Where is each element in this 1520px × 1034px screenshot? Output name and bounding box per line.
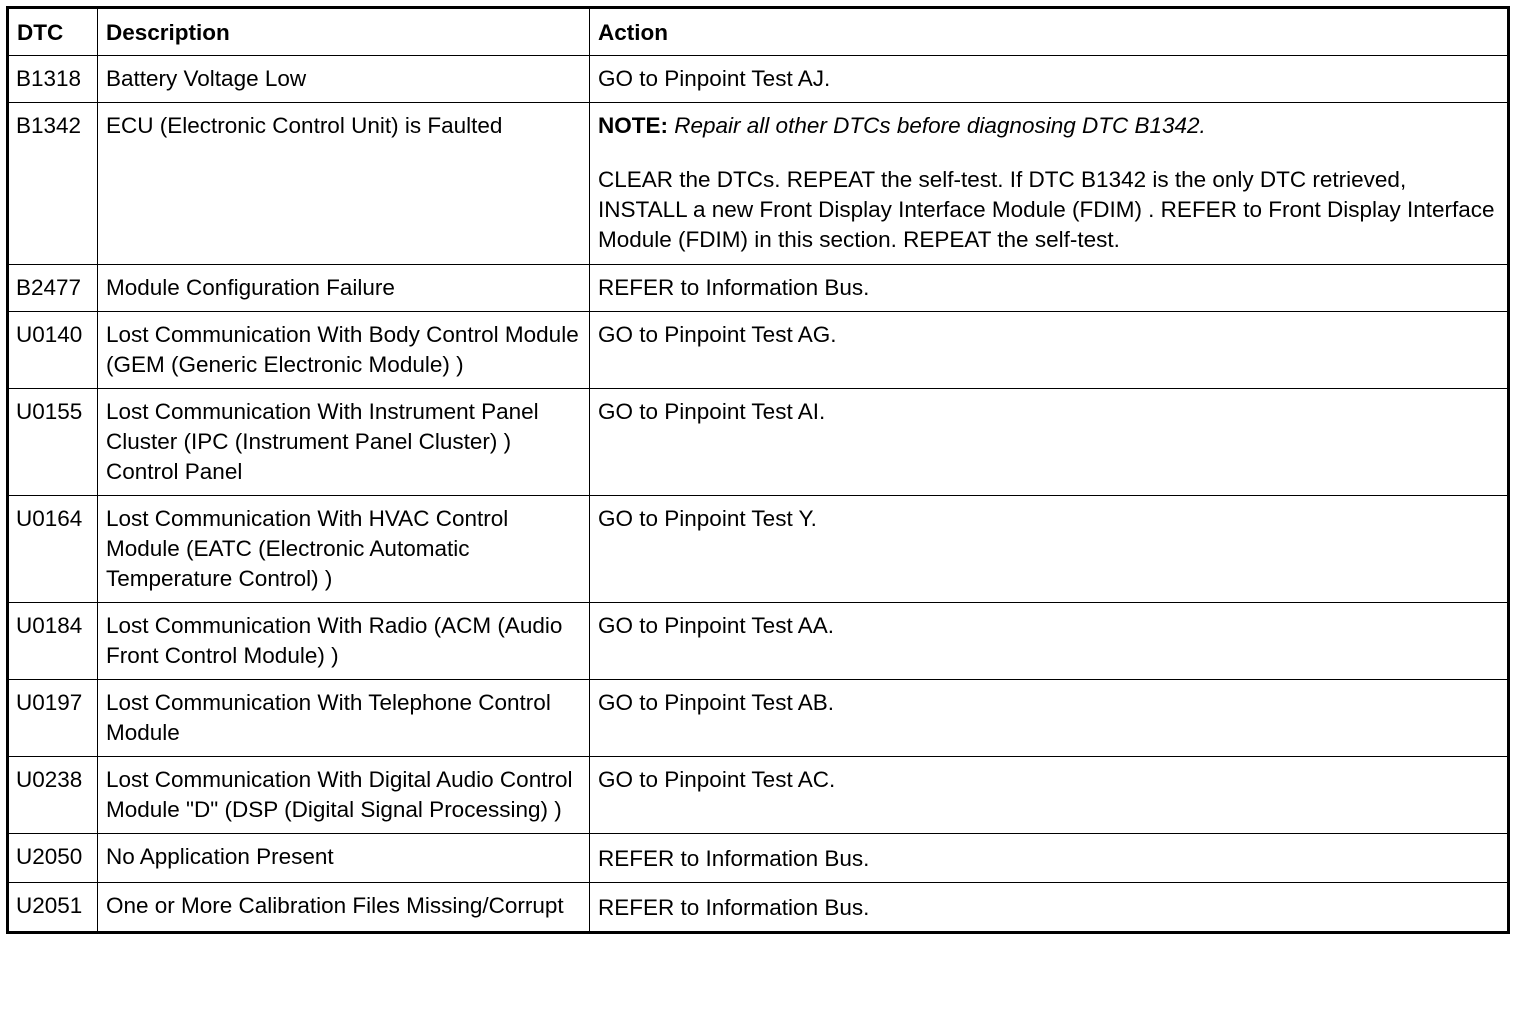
- dtc-action-cell: [590, 103, 1509, 265]
- dtc-action: GO to Pinpoint Test AJ.: [590, 56, 1509, 103]
- table-row: [8, 103, 1509, 265]
- table-row: [8, 496, 1509, 603]
- dtc-action: REFER to Information Bus.: [590, 883, 1509, 933]
- note-text: Repair all other DTCs before diagnosing DTC B1342.: [674, 113, 1206, 138]
- note-label: NOTE:: [598, 113, 668, 138]
- dtc-action: GO to Pinpoint Test AI.: [590, 389, 1509, 496]
- table-row: [8, 265, 1509, 312]
- dtc-action: GO to Pinpoint Test AA.: [590, 603, 1509, 680]
- dtc-table: [6, 6, 1510, 934]
- dtc-action: REFER to Information Bus.: [590, 834, 1509, 883]
- dtc-description: Battery Voltage Low: [98, 56, 590, 103]
- dtc-code: U0184: [8, 603, 98, 680]
- dtc-description: Module Configuration Failure: [98, 265, 590, 312]
- note-paragraph: [598, 111, 1499, 141]
- table-row: [8, 680, 1509, 757]
- dtc-description: Lost Communication With HVAC Control Module (EATC (Electronic Automatic Temperature Control) ): [98, 496, 590, 603]
- dtc-code: B1342: [8, 103, 98, 265]
- header-dtc: DTC: [8, 8, 98, 56]
- dtc-code: B2477: [8, 265, 98, 312]
- dtc-description: Lost Communication With Radio (ACM (Audio Front Control Module) ): [98, 603, 590, 680]
- dtc-description: Lost Communication With Digital Audio Control Module "D" (DSP (Digital Signal Processing) ): [98, 757, 590, 834]
- table-row: [8, 883, 1509, 933]
- dtc-code: U0238: [8, 757, 98, 834]
- table-row: [8, 757, 1509, 834]
- dtc-description: Lost Communication With Instrument Panel Cluster (IPC (Instrument Panel Cluster) ) Control Panel: [98, 389, 590, 496]
- dtc-description: Lost Communication With Telephone Control Module: [98, 680, 590, 757]
- table-header-row: [8, 8, 1509, 56]
- dtc-action: CLEAR the DTCs. REPEAT the self-test. If DTC B1342 is the only DTC retrieved, INSTALL a new Front Display Interface Module (FDIM) . REFER to Front Display Interface Module (FDIM) in this section. REPEAT the self-test.: [598, 167, 1495, 252]
- dtc-action: REFER to Information Bus.: [590, 265, 1509, 312]
- table-row: [8, 389, 1509, 496]
- dtc-action: GO to Pinpoint Test AB.: [590, 680, 1509, 757]
- dtc-action: GO to Pinpoint Test AC.: [590, 757, 1509, 834]
- dtc-code: U2051: [8, 883, 98, 933]
- dtc-code: U2050: [8, 834, 98, 883]
- header-action: Action: [590, 8, 1509, 56]
- dtc-description: Lost Communication With Body Control Module (GEM (Generic Electronic Module) ): [98, 312, 590, 389]
- dtc-code: U0140: [8, 312, 98, 389]
- table-row: [8, 312, 1509, 389]
- dtc-code: B1318: [8, 56, 98, 103]
- dtc-description: One or More Calibration Files Missing/Corrupt: [98, 883, 590, 933]
- table-row: [8, 603, 1509, 680]
- dtc-action: GO to Pinpoint Test Y.: [590, 496, 1509, 603]
- dtc-action: GO to Pinpoint Test AG.: [590, 312, 1509, 389]
- table-row: [8, 834, 1509, 883]
- table-row: [8, 56, 1509, 103]
- dtc-code: U0197: [8, 680, 98, 757]
- dtc-description: ECU (Electronic Control Unit) is Faulted: [98, 103, 590, 265]
- dtc-code: U0155: [8, 389, 98, 496]
- dtc-description: No Application Present: [98, 834, 590, 883]
- header-description: Description: [98, 8, 590, 56]
- dtc-code: U0164: [8, 496, 98, 603]
